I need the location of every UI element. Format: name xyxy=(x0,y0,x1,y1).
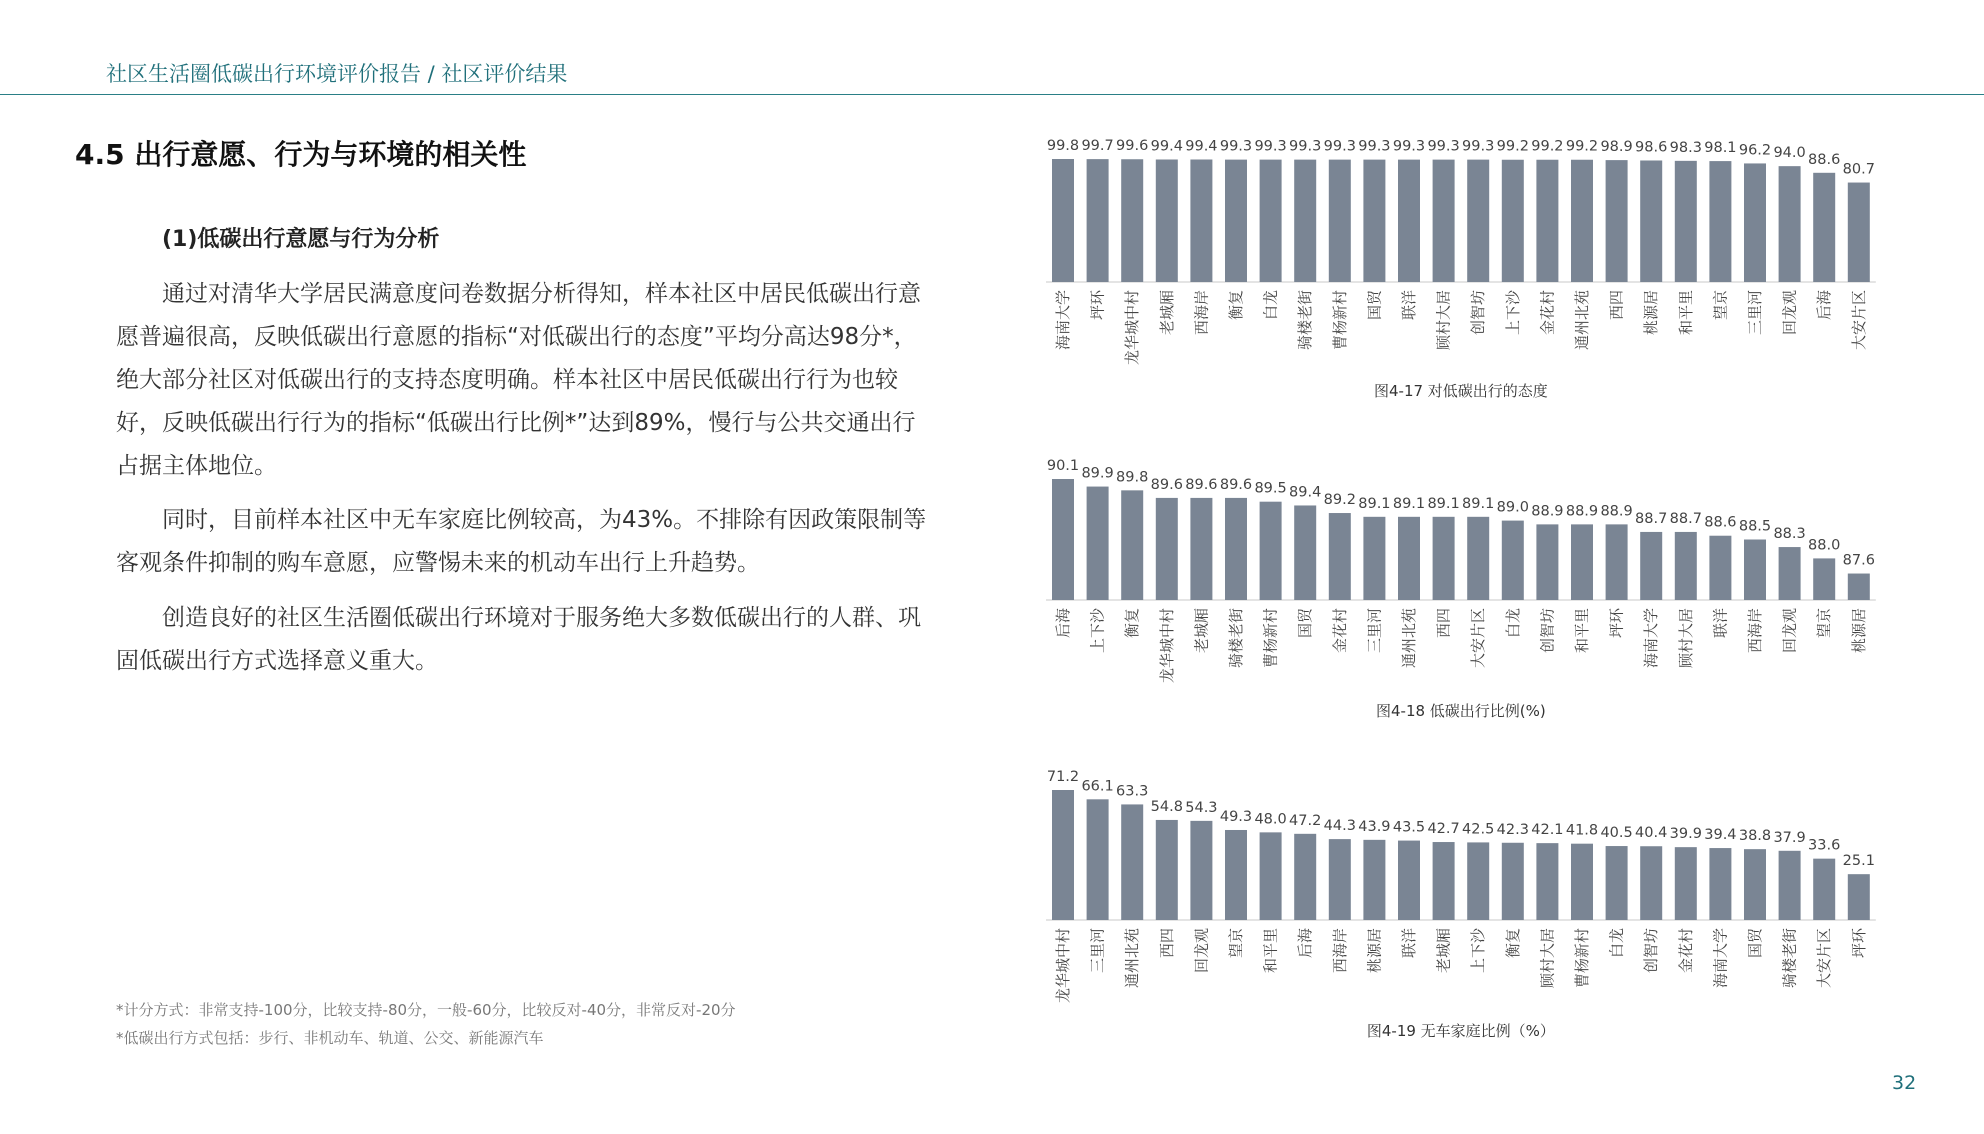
category-label: 上下沙 xyxy=(1503,290,1522,336)
bar xyxy=(1156,820,1178,920)
category-label: 白龙 xyxy=(1607,928,1626,959)
page-number: 32 xyxy=(1892,1072,1917,1094)
data-label: 99.6 xyxy=(1116,138,1149,155)
bar xyxy=(1606,160,1628,282)
data-label: 89.1 xyxy=(1462,495,1495,512)
category-label: 上下沙 xyxy=(1469,928,1488,974)
bar xyxy=(1467,160,1489,282)
bar xyxy=(1225,498,1247,600)
category-label: 骑楼老街 xyxy=(1780,928,1799,989)
category-label: 后海 xyxy=(1054,608,1072,639)
category-label: 老城厢 xyxy=(1434,928,1453,974)
data-label: 99.3 xyxy=(1427,138,1460,155)
data-label: 99.3 xyxy=(1219,138,1253,155)
category-label: 西四 xyxy=(1157,928,1176,959)
category-label: 顾村大居 xyxy=(1676,608,1695,669)
data-label: 88.0 xyxy=(1808,537,1841,554)
data-label: 89.4 xyxy=(1289,484,1322,501)
data-label: 99.4 xyxy=(1185,138,1218,155)
bar xyxy=(1640,160,1662,282)
data-label: 99.3 xyxy=(1462,138,1495,155)
bar xyxy=(1536,524,1558,600)
bar xyxy=(1813,558,1835,600)
paragraph-willingness: 通过对清华大学居民满意度问卷数据分析得知，样本社区中居民低碳出行意愿普遍很高，反映低碳出行意愿的指标“对低碳出行的态度”平均分高达98分*，绝大部分社区对低碳出行的支持态度明确。样本社区中居民低碳出行行为也较好，反映低碳出行行为的指标“低碳出行比例*”达到89%，慢行与公共交通出行占据主体地位。 xyxy=(116,281,921,479)
data-label: 42.3 xyxy=(1496,821,1529,838)
category-label: 上下沙 xyxy=(1088,608,1107,654)
bar xyxy=(1052,479,1074,600)
category-label: 创智坊 xyxy=(1642,928,1661,974)
bar xyxy=(1640,846,1662,920)
data-label: 99.3 xyxy=(1392,138,1426,155)
data-label: 99.3 xyxy=(1358,138,1391,155)
data-label: 98.6 xyxy=(1635,139,1668,156)
bar xyxy=(1052,790,1074,920)
category-label: 通州北苑 xyxy=(1123,928,1142,989)
category-label: 白龙 xyxy=(1503,608,1522,639)
data-label: 88.9 xyxy=(1600,503,1633,520)
bar xyxy=(1744,540,1766,601)
data-label: 87.6 xyxy=(1842,552,1875,569)
category-label: 骑楼老街 xyxy=(1227,608,1245,669)
data-label: 43.9 xyxy=(1358,818,1391,835)
category-label: 回龙观 xyxy=(1780,608,1799,654)
chart-car-free-household-share xyxy=(1040,730,1890,1050)
category-label: 大安片区 xyxy=(1849,290,1868,351)
category-label: 和平里 xyxy=(1261,928,1280,974)
data-label: 44.3 xyxy=(1323,818,1356,835)
category-label: 坪环 xyxy=(1849,928,1868,959)
data-label: 42.1 xyxy=(1531,822,1564,839)
data-label: 25.1 xyxy=(1842,853,1875,870)
data-label: 99.3 xyxy=(1323,138,1356,155)
data-label: 48.0 xyxy=(1254,811,1287,828)
data-label: 40.4 xyxy=(1635,825,1668,842)
category-label: 曹杨新村 xyxy=(1573,928,1591,989)
category-label: 曹杨新村 xyxy=(1261,608,1280,669)
bar xyxy=(1813,859,1835,920)
chart-title: 图4-19 无车家庭比例（%） xyxy=(1366,1022,1555,1040)
category-label: 海南大学 xyxy=(1642,608,1661,669)
bar xyxy=(1190,159,1212,282)
data-label: 33.6 xyxy=(1808,837,1841,854)
bar xyxy=(1433,842,1455,920)
category-label: 创智坊 xyxy=(1538,608,1557,654)
bar xyxy=(1121,159,1143,282)
category-label: 桃源居 xyxy=(1849,608,1868,654)
bar xyxy=(1363,517,1385,600)
category-label: 回龙观 xyxy=(1192,928,1211,974)
bar xyxy=(1329,839,1351,920)
data-label: 89.2 xyxy=(1323,492,1356,509)
bar xyxy=(1052,159,1074,282)
data-label: 99.3 xyxy=(1254,138,1287,155)
category-label: 金花村 xyxy=(1330,608,1349,654)
bar xyxy=(1640,532,1662,600)
category-label: 三里河 xyxy=(1088,928,1107,974)
bar xyxy=(1190,821,1212,920)
bar xyxy=(1779,851,1801,920)
bar xyxy=(1190,498,1212,600)
section-title: 4.5 出行意愿、行为与环境的相关性 xyxy=(75,138,527,171)
category-label: 通州北苑 xyxy=(1573,290,1591,351)
bar xyxy=(1156,498,1178,600)
bar xyxy=(1087,159,1109,282)
data-label: 37.9 xyxy=(1773,829,1806,846)
data-label: 99.2 xyxy=(1565,138,1599,155)
data-label: 39.4 xyxy=(1704,827,1737,844)
category-label: 骑楼老街 xyxy=(1296,290,1315,351)
category-label: 和平里 xyxy=(1676,290,1695,336)
bar xyxy=(1709,161,1731,282)
bar xyxy=(1571,524,1593,600)
category-label: 坪环 xyxy=(1088,290,1107,321)
bar xyxy=(1467,842,1489,920)
bar xyxy=(1294,834,1316,920)
category-label: 联洋 xyxy=(1400,928,1418,959)
data-label: 66.1 xyxy=(1081,778,1114,795)
data-label: 99.8 xyxy=(1046,138,1080,154)
bar xyxy=(1156,159,1178,282)
category-label: 国贸 xyxy=(1746,928,1764,959)
category-label: 老城厢 xyxy=(1157,290,1176,336)
category-label: 曹杨新村 xyxy=(1330,290,1349,351)
chart-low-carbon-trip-share xyxy=(1040,410,1890,730)
bar xyxy=(1363,840,1385,920)
report-breadcrumb: 社区生活圈低碳出行环境评价报告 / 社区评价结果 xyxy=(106,62,568,86)
category-label: 后海 xyxy=(1296,928,1315,959)
category-label: 西海岸 xyxy=(1192,290,1211,336)
data-label: 98.9 xyxy=(1600,139,1633,156)
bar xyxy=(1848,874,1870,920)
bar xyxy=(1398,160,1420,282)
paragraph-car-free: 同时，目前样本社区中无车家庭比例较高，为43%。不排除有因政策限制等客观条件抑制的购车意愿，应警惕未来的机动车出行上升趋势。 xyxy=(116,507,927,576)
data-label: 42.5 xyxy=(1462,821,1495,838)
data-label: 42.7 xyxy=(1427,821,1460,838)
bars-group xyxy=(1046,138,1876,365)
bar xyxy=(1813,173,1835,282)
data-label: 99.7 xyxy=(1081,138,1114,155)
data-label: 41.8 xyxy=(1565,822,1599,839)
data-label: 89.6 xyxy=(1185,476,1218,493)
bar xyxy=(1225,160,1247,282)
data-label: 39.9 xyxy=(1669,826,1702,843)
bar xyxy=(1606,524,1628,600)
data-label: 54.3 xyxy=(1185,799,1218,816)
data-label: 89.6 xyxy=(1219,476,1253,493)
category-label: 大安片区 xyxy=(1815,928,1834,989)
data-label: 96.2 xyxy=(1738,142,1772,159)
category-label: 顾村大居 xyxy=(1538,928,1557,989)
bar xyxy=(1744,849,1766,920)
bar xyxy=(1087,487,1109,600)
bar xyxy=(1848,574,1870,600)
bar xyxy=(1260,502,1282,600)
category-label: 金花村 xyxy=(1538,290,1557,336)
data-label: 88.3 xyxy=(1773,526,1806,543)
footnote-low-carbon-modes: *低碳出行方式包括：步行、非机动车、轨道、公交、新能源汽车 xyxy=(116,1029,544,1047)
bar xyxy=(1709,536,1731,600)
category-label: 衡复 xyxy=(1227,290,1245,321)
data-label: 89.1 xyxy=(1392,495,1426,512)
data-label: 98.1 xyxy=(1704,140,1737,157)
category-label: 望京 xyxy=(1227,928,1245,959)
bar xyxy=(1329,513,1351,600)
bar xyxy=(1848,183,1870,282)
bar xyxy=(1398,841,1420,920)
data-label: 88.7 xyxy=(1669,510,1702,527)
category-label: 坪环 xyxy=(1607,608,1626,639)
bar xyxy=(1779,166,1801,282)
bar xyxy=(1502,160,1524,282)
data-label: 88.9 xyxy=(1531,503,1564,520)
data-label: 89.0 xyxy=(1496,499,1529,516)
data-label: 99.4 xyxy=(1150,138,1183,155)
category-label: 龙华城中村 xyxy=(1157,608,1176,684)
chart-title: 图4-18 低碳出行比例(%) xyxy=(1376,702,1546,720)
data-label: 99.2 xyxy=(1496,138,1529,155)
data-label: 88.6 xyxy=(1704,514,1737,531)
bar xyxy=(1571,844,1593,920)
category-label: 龙华城中村 xyxy=(1123,290,1142,366)
bar xyxy=(1709,848,1731,920)
chart-title: 图4-17 对低碳出行的态度 xyxy=(1373,382,1548,400)
bar xyxy=(1087,799,1109,920)
category-label: 老城厢 xyxy=(1192,608,1211,654)
category-label: 三里河 xyxy=(1365,608,1384,654)
category-label: 西四 xyxy=(1607,290,1626,321)
category-label: 创智坊 xyxy=(1469,290,1488,336)
data-label: 99.3 xyxy=(1289,138,1322,155)
category-label: 国贸 xyxy=(1365,290,1384,321)
category-label: 西海岸 xyxy=(1746,608,1764,654)
bar xyxy=(1398,517,1420,600)
category-label: 西四 xyxy=(1434,608,1453,639)
data-label: 49.3 xyxy=(1219,808,1253,825)
data-label: 88.7 xyxy=(1635,510,1668,527)
bar xyxy=(1675,161,1697,282)
category-label: 国贸 xyxy=(1296,608,1315,639)
bar xyxy=(1433,517,1455,600)
data-label: 89.5 xyxy=(1254,480,1287,497)
bar xyxy=(1329,160,1351,282)
data-label: 89.1 xyxy=(1358,495,1391,512)
bars-group xyxy=(1046,458,1876,683)
category-label: 望京 xyxy=(1711,290,1730,321)
data-label: 89.9 xyxy=(1081,465,1114,482)
data-label: 88.9 xyxy=(1565,503,1599,520)
bar xyxy=(1744,163,1766,282)
data-label: 89.8 xyxy=(1116,469,1149,486)
bar xyxy=(1779,547,1801,600)
bar xyxy=(1121,490,1143,600)
category-label: 望京 xyxy=(1815,608,1834,639)
bar xyxy=(1225,830,1247,920)
data-label: 71.2 xyxy=(1046,769,1080,785)
category-label: 顾村大居 xyxy=(1434,290,1453,351)
bar xyxy=(1502,521,1524,600)
data-label: 99.2 xyxy=(1531,138,1564,155)
data-label: 47.2 xyxy=(1289,812,1322,829)
category-label: 衡复 xyxy=(1503,928,1522,959)
data-label: 63.3 xyxy=(1116,783,1149,800)
category-label: 回龙观 xyxy=(1780,290,1799,336)
chart-low-carbon-attitude xyxy=(1040,0,1890,410)
bar xyxy=(1260,160,1282,282)
bar xyxy=(1121,804,1143,920)
bars-group xyxy=(1046,769,1876,1003)
data-label: 54.8 xyxy=(1150,798,1183,815)
category-label: 三里河 xyxy=(1746,290,1764,336)
category-label: 桃源居 xyxy=(1365,928,1384,974)
data-label: 43.5 xyxy=(1392,819,1426,836)
bar xyxy=(1363,160,1385,282)
category-label: 桃源居 xyxy=(1642,290,1661,336)
bar xyxy=(1294,160,1316,282)
bar xyxy=(1260,832,1282,920)
bar xyxy=(1467,517,1489,600)
category-label: 联洋 xyxy=(1711,608,1730,639)
paragraph-conclusion: 创造良好的社区生活圈低碳出行环境对于服务绝大多数低碳出行的人群、巩固低碳出行方式选择意义重大。 xyxy=(116,605,921,674)
data-label: 88.6 xyxy=(1808,151,1841,168)
subsection-title: (1)低碳出行意愿与行为分析 xyxy=(162,227,440,252)
data-label: 89.1 xyxy=(1427,495,1460,512)
bar xyxy=(1606,846,1628,920)
bar xyxy=(1502,843,1524,920)
category-label: 大安片区 xyxy=(1469,608,1488,669)
data-label: 89.6 xyxy=(1150,476,1183,493)
category-label: 后海 xyxy=(1815,290,1834,321)
category-label: 通州北苑 xyxy=(1400,608,1418,669)
data-label: 98.3 xyxy=(1669,139,1702,156)
category-label: 龙华城中村 xyxy=(1054,928,1072,1004)
bar xyxy=(1536,843,1558,920)
data-label: 40.5 xyxy=(1600,825,1633,842)
bar xyxy=(1571,160,1593,282)
bar xyxy=(1294,505,1316,600)
category-label: 联洋 xyxy=(1400,290,1418,321)
category-label: 西海岸 xyxy=(1330,928,1349,974)
data-label: 94.0 xyxy=(1773,145,1806,162)
data-label: 88.5 xyxy=(1738,518,1772,535)
category-label: 白龙 xyxy=(1261,290,1280,321)
bar xyxy=(1433,160,1455,282)
bar xyxy=(1536,160,1558,282)
category-label: 和平里 xyxy=(1573,608,1591,654)
category-label: 海南大学 xyxy=(1054,290,1072,351)
category-label: 金花村 xyxy=(1676,928,1695,974)
bar xyxy=(1675,532,1697,600)
category-label: 海南大学 xyxy=(1711,928,1730,989)
category-label: 衡复 xyxy=(1123,608,1142,639)
footnote-scoring: *计分方式：非常支持-100分，比较支持-80分，一般-60分，比较反对-40分，非常反对-20分 xyxy=(116,1001,736,1019)
data-label: 90.1 xyxy=(1046,458,1080,474)
bar xyxy=(1675,847,1697,920)
data-label: 80.7 xyxy=(1842,161,1875,178)
data-label: 38.8 xyxy=(1738,828,1772,845)
